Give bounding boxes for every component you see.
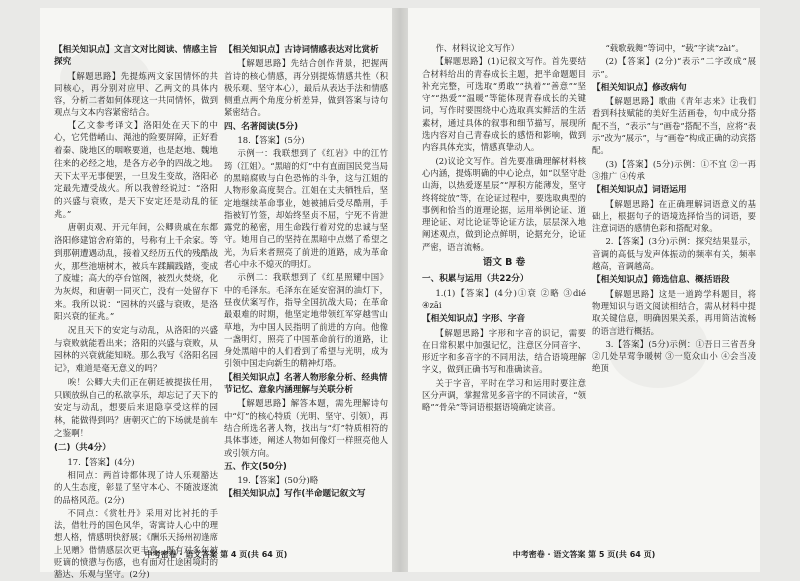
section-heading: 一、积累与运用（共22分） [422, 274, 529, 285]
answer-paragraph: 【解题思路】先结合创作背景，把握两首诗的核心情感，再分别提炼情感共性（积极乐观、坚守本心），最后从表达手法和情感侧重点两个角度分析差异，做到答案与诗句紧密结合。 [224, 58, 388, 118]
answer-paragraph: 【解题思路】(1)记叙文写作。首先要结合材料给出的青春成长主题，把半命题题目补充完整，可选取“勇敢”“执着”“善意”“坚守”“热爱”“温暖”等能体现青春成长的关键词，写作时要围绕中心选取真实鲜活的生活素材，通过具体的叙事和细节描写，展现所选内容对自己青春成长的感悟和影响，做到内容具体充实，情感真挚动人。 [422, 56, 586, 153]
right-page-footer: 中考密卷 · 语文答案 第 5 页(共 64 页) [512, 550, 656, 559]
left-page-footer: 中考密卷 · 语文答案 第 4 页(共 64 页) [144, 550, 288, 559]
answer-paragraph: 不同点：《赏牡丹》采用对比衬托的手法，借牡丹的国色风华，寄寓诗人心中的理想人格，情感明快舒展；《酬乐天扬州初逢席上见赠》借情感层次更丰富，既有对多年被贬谪的愤懑与伤感，也有面对仕途困境时的豁达、乐观与坚守。(2分) [54, 507, 218, 580]
right-page-column-2 [592, 42, 756, 534]
answer-paragraph: (2)【答案】(2分)“表示”二字改成“展示”。 [592, 56, 756, 79]
answer-paragraph: 18.【答案】(5分) [237, 135, 305, 146]
answer-paragraph: 【解题思路】这是一道跨学科题目，将物理知识与语文阅读相结合，需从材料中提取关键信息，明确因果关系，再用简洁流畅的语言进行概括。 [592, 288, 756, 336]
book-gutter [392, 8, 408, 572]
answer-paragraph: 相同点：两首诗都体现了诗人乐观豁达的人生态度，彰显了坚守本心、不随波逐流的品格风范。(2分) [54, 469, 218, 505]
section-heading: 四、名著阅读(5分) [224, 121, 298, 132]
section-heading: 【相关知识点】修改病句 [592, 82, 687, 93]
answer-paragraph: 17.【答案】(4分) [67, 456, 135, 467]
answer-paragraph: 【解题思路】在正确理解词语意义的基础上，根据句子的语境选择恰当的词语，要注意词语的感情色彩和搭配对象。 [592, 198, 756, 234]
answer-paragraph: (2)议论文写作。首先要准确理解材料核心内涵，提炼明确的中心论点，如“以坚守赴山海，以热爱逐星辰”“厚积方能薄发，坚守终将绽放”等，在论证过程中，要选取典型的事例和恰当的道理论据，运用举例论证、道理论证、对比论证等论证方法，层层深入地阐述观点，做到论点鲜明，论据充分，论证严密，语言流畅。 [422, 155, 586, 252]
translation-paragraph: 况且天下的安定与动乱，从洛阳的兴盛与衰败就能看出来；洛阳的兴盛与衰败，从园林的兴衰就能知晓。那么我写《洛阳名园记》，难道是毫无意义的吗？ [54, 326, 218, 375]
answer-paragraph: (3)【答案】(5分)示例：①不宜 ②一再 ③推广 ④传承 [592, 158, 756, 181]
answer-paragraph: “载歌载舞”等词中，“载”字读“zài”。 [605, 43, 744, 53]
section-heading: 【相关知识点】写作(半命题记叙文写 [224, 489, 366, 500]
section-heading: 五、作文(50分) [224, 461, 287, 472]
section-heading: 【相关知识点】文言文对比阅读、情感主旨探究 [54, 45, 218, 68]
paper-title: 语文 B 卷 [482, 257, 526, 269]
left-page [40, 8, 392, 580]
answer-paragraph: 示例一：我联想到了《红岩》中的江竹筠（江姐）。“黑暗的灯”中有直面国民党当局的黑暗腐败与白色恐怖的斗争，这与江姐的人物形象高度契合。江姐在丈夫牺牲后，坚定地继续革命事业，她被捕后受尽酷刑，手指被钉竹签，却始终坚贞不屈，宁死不肯泄露党的秘密，用生命践行着对党的忠诚与坚守。她用自己的坚持在黑暗中点燃了希望之光，为后来者照亮了前进的道路，成为革命者心中永不熄灭的明灯。 [224, 148, 388, 270]
answer-paragraph: 3.【答案】(5分)示例：①吾日三省吾身 ②几处早莺争暖树 ③一览众山小 ④会当凌绝顶 [592, 338, 756, 374]
answer-paragraph: 作、材料议论文写作） [435, 43, 520, 53]
answer-paragraph: 【解题思路】字形和字音的识记，需要在日常积累中加强记忆，注意区分同音字、形近字和多音字的不同用法，结合语境理解字义，做到正确书写和准确读音。 [422, 327, 586, 375]
right-page [408, 8, 760, 572]
answer-paragraph: 示例二：我联想到了《红星照耀中国》中的毛泽东。毛泽东在延安窑洞的油灯下，昼夜伏案写作，指导全国抗战大局；在革命最艰难的时期，他坚定地带领红军穿越雪山草地，为中国人民指明了前进的方向。他像一盏明灯，照亮了中国革命前行的道路，让身处黑暗中的人们看到了希望与光明，成为引领中国走向新生的精神灯塔。 [224, 272, 388, 369]
translation-paragraph: 唉！公卿大夫们正在朝廷被提拔任用，只顾放纵自己的私欲享乐，却忘记了天下的安定与动乱，想要后来退隐享受这样的园林，能做得到吗？唐朝灭亡的下场就是前车之鉴啊！ [54, 377, 218, 439]
section-heading: (二)（共4分） [54, 443, 111, 454]
answer-paragraph: 2.【答案】(3分)示例：探究结果显示，音调的高低与发声体振动的频率有关，频率越高，音调越高。 [592, 236, 756, 272]
answer-paragraph: 【解题思路】解答本题，需先理解诗句中“灯”的核心特质（光明、坚守、引领），再结合所选名著人物，找出与“灯”特质相符的具体事迹，阐述人物如何像灯一样照亮他人或引领方向。 [224, 398, 388, 458]
answer-paragraph: 【解题思路】歌曲《青年志来》让我们看到科技赋能的美好生活画卷，句中成分搭配不当，“表示”与“画卷”搭配不当，应将“表示”改为“展示”，与“画卷”构成正确的动宾搭配。 [592, 96, 756, 156]
section-heading: 【相关知识点】词语运用 [592, 185, 687, 196]
translation-paragraph: 唐朝贞观、开元年间，公卿贵戚在东都洛阳修建馆舍府第的，号称有上千余家。等到那朝遭遇动乱，接着又经历五代的残酷战火，那些池塘树木，被兵车蹂躏践踏，变成了废墟；高大的亭台馆阁，被烈火焚烧，化为灰烬，和唐朝一同灭亡，没有一处留存下来。我所以说：“园林的兴盛与衰败，是洛阳兴衰的征兆。” [54, 223, 218, 323]
answer-paragraph: 关于字音，平时在学习和运用时要注意区分声调，掌握常见多音字的不同读音，“领略”“骨朵”等词语根据语境确定读音。 [422, 377, 586, 413]
answer-paragraph: 19.【答案】(50分)略 [237, 475, 319, 486]
section-heading: 【相关知识点】名著人物形象分析、经典情节记忆、意象内涵理解与关联分析 [224, 372, 388, 396]
answer-paragraph: 1.(1)【答案】(4分)①衰 ②略 ③dié ④zāi [422, 287, 586, 310]
section-heading: 【相关知识点】筛选信息、概括语段 [592, 275, 730, 286]
answer-paragraph: 【解题思路】先提炼两文家国情怀的共同核心，再分别对应甲、乙两文的具体内容，分析二者如何体现这一共同情怀，做到观点与文本内容紧密结合。 [54, 70, 218, 118]
right-page-column-1 [422, 42, 586, 534]
section-heading: 【相关知识点】字形、字音 [422, 314, 526, 325]
translation-paragraph: 【乙文参考译文】洛阳处在天下的中心，它凭借崤山、渑池的险要屏障，正好看着秦、陇地区的咽喉要道，也是赵地、魏地往来的必经之地，是各方必争的四战之地。天下太平无事便罢，一旦发生变故，洛阳必定最先遭受战火。所以我曾经说过：“洛阳的兴盛与衰败，是天下安定还是动乱的征兆。” [54, 120, 218, 220]
section-heading: 【相关知识点】古诗词情感表达对比赏析 [224, 45, 379, 55]
left-page-column-2 [224, 42, 388, 534]
